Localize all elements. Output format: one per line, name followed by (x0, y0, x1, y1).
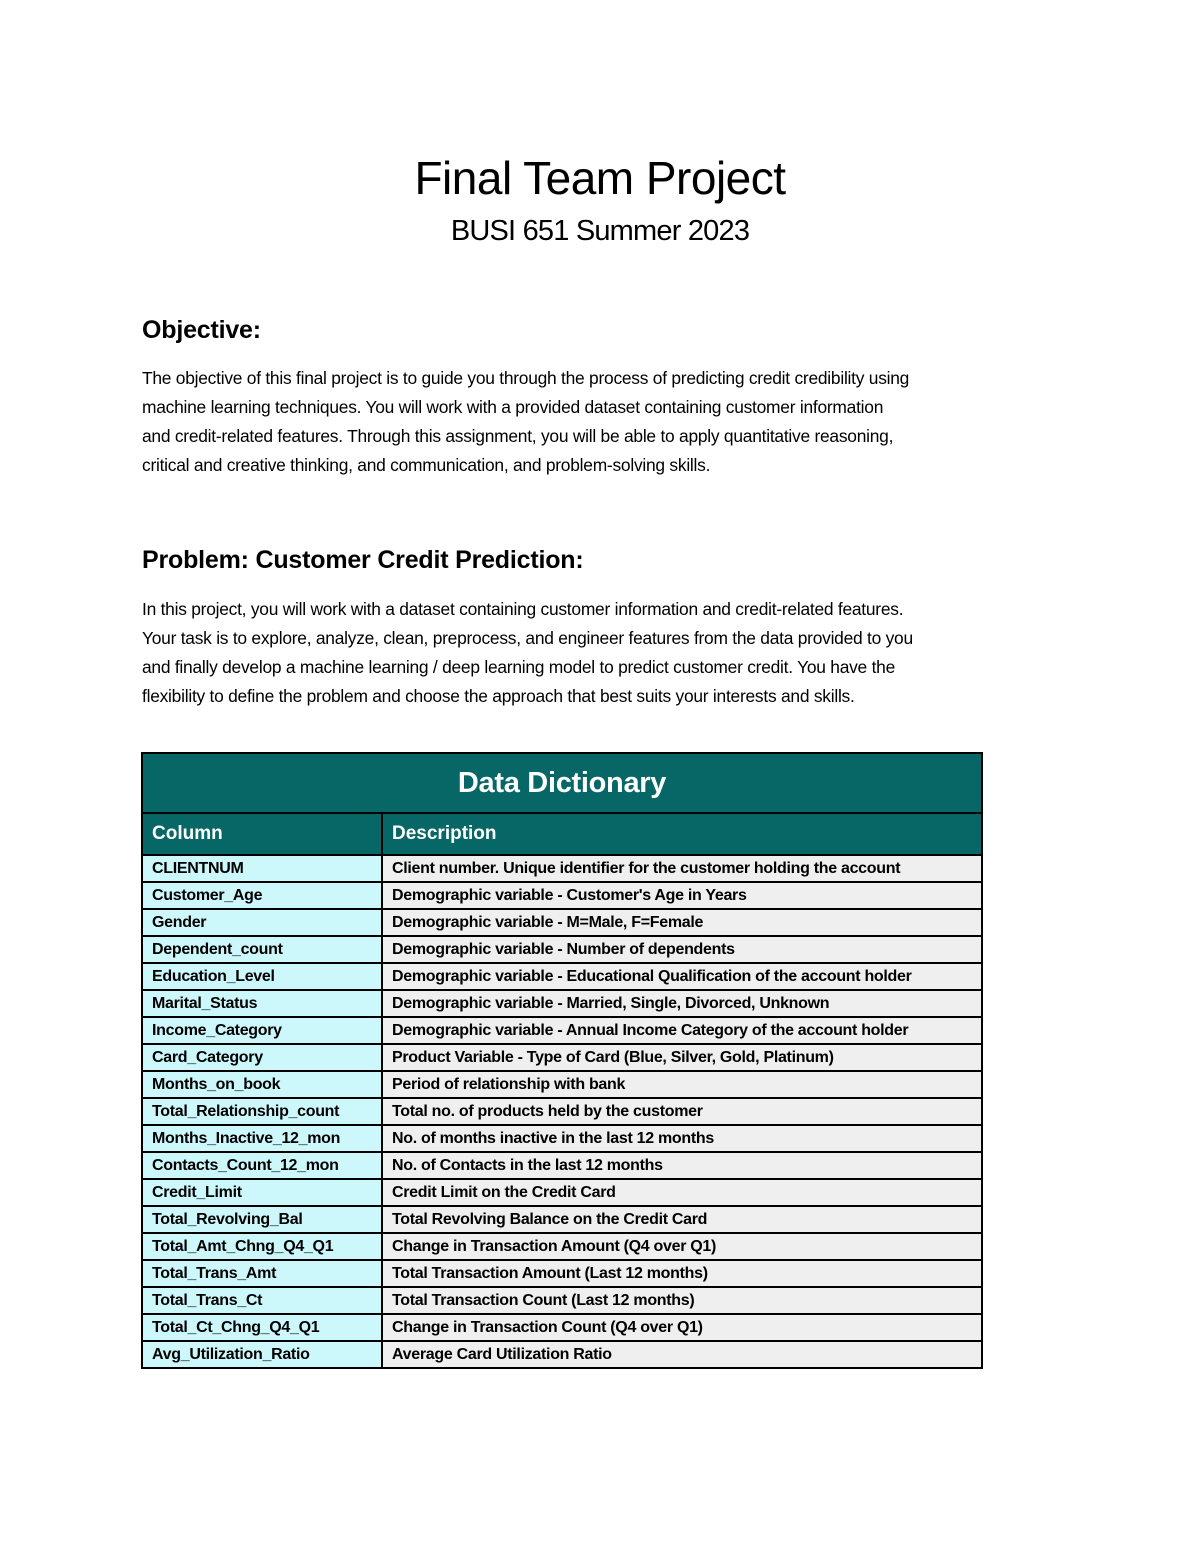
paragraph-line: machine learning techniques. You will work with a provided dataset containing customer information (142, 397, 884, 417)
table-row (142, 1260, 982, 1287)
column-name-cell: Months_Inactive_12_mon (142, 1125, 382, 1152)
problem-heading: Problem: Customer Credit Prediction: (142, 546, 584, 574)
document-title: Final Team Project (414, 152, 786, 204)
description-cell: Period of relationship with bank (382, 1071, 982, 1098)
table-row (142, 1152, 982, 1179)
description-cell: Credit Limit on the Credit Card (382, 1179, 982, 1206)
column-name-cell: Total_Relationship_count (142, 1098, 382, 1125)
description-cell: Demographic variable - Married, Single, Divorced, Unknown (382, 990, 982, 1017)
table-row (142, 963, 982, 990)
paragraph-line: In this project, you will work with a dataset containing customer information and credit-related features. (142, 599, 904, 619)
description-cell: Demographic variable - Customer's Age in Years (382, 882, 982, 909)
description-cell: Demographic variable - Number of dependents (382, 936, 982, 963)
objective-paragraph (142, 364, 1082, 480)
description-cell: Change in Transaction Amount (Q4 over Q1) (382, 1233, 982, 1260)
table-row (142, 1206, 982, 1233)
table-body (142, 855, 982, 1368)
table-row (142, 855, 982, 882)
table-row (142, 1233, 982, 1260)
description-cell: Change in Transaction Count (Q4 over Q1) (382, 1314, 982, 1341)
paragraph-line: critical and creative thinking, and communication, and problem-solving skills. (142, 455, 711, 475)
description-cell: No. of Contacts in the last 12 months (382, 1152, 982, 1179)
description-cell: Total Revolving Balance on the Credit Card (382, 1206, 982, 1233)
table-row (142, 1098, 982, 1125)
column-header-column: Column (142, 813, 382, 855)
table-row (142, 1287, 982, 1314)
table-row (142, 1314, 982, 1341)
column-name-cell: Customer_Age (142, 882, 382, 909)
column-name-cell: Credit_Limit (142, 1179, 382, 1206)
data-dictionary-table (141, 752, 983, 1369)
column-name-cell: Total_Amt_Chng_Q4_Q1 (142, 1233, 382, 1260)
table-row (142, 909, 982, 936)
column-name-cell: Marital_Status (142, 990, 382, 1017)
paragraph-line: Your task is to explore, analyze, clean, preprocess, and engineer features from the data provided to you (142, 628, 913, 648)
column-name-cell: Total_Revolving_Bal (142, 1206, 382, 1233)
description-cell: Demographic variable - Annual Income Category of the account holder (382, 1017, 982, 1044)
document-subtitle: BUSI 651 Summer 2023 (450, 215, 750, 247)
description-cell: Demographic variable - Educational Qualification of the account holder (382, 963, 982, 990)
description-cell: Product Variable - Type of Card (Blue, Silver, Gold, Platinum) (382, 1044, 982, 1071)
column-name-cell: Contacts_Count_12_mon (142, 1152, 382, 1179)
description-cell: Demographic variable - M=Male, F=Female (382, 909, 982, 936)
description-cell: Total no. of products held by the customer (382, 1098, 982, 1125)
column-name-cell: Education_Level (142, 963, 382, 990)
column-name-cell: Gender (142, 909, 382, 936)
description-cell: Total Transaction Amount (Last 12 months) (382, 1260, 982, 1287)
table-row (142, 1125, 982, 1152)
column-name-cell: Months_on_book (142, 1071, 382, 1098)
table-row (142, 882, 982, 909)
table-row (142, 1341, 982, 1368)
table-row (142, 1179, 982, 1206)
table-caption: Data Dictionary (142, 753, 982, 813)
description-cell: Total Transaction Count (Last 12 months) (382, 1287, 982, 1314)
column-name-cell: Income_Category (142, 1017, 382, 1044)
paragraph-line: and credit-related features. Through this assignment, you will be able to apply quantitative reasoning, (142, 426, 894, 446)
description-cell: No. of months inactive in the last 12 months (382, 1125, 982, 1152)
objective-heading: Objective: (142, 316, 261, 344)
table-row (142, 936, 982, 963)
table-row (142, 1017, 982, 1044)
column-name-cell: Total_Ct_Chng_Q4_Q1 (142, 1314, 382, 1341)
paragraph-line: flexibility to define the problem and choose the approach that best suits your interests and skills. (142, 686, 855, 706)
column-name-cell: Total_Trans_Amt (142, 1260, 382, 1287)
table-row (142, 1044, 982, 1071)
table-row (142, 990, 982, 1017)
description-cell: Client number. Unique identifier for the customer holding the account (382, 855, 982, 882)
paragraph-line: and finally develop a machine learning / deep learning model to predict customer credit. You have the (142, 657, 895, 677)
column-name-cell: CLIENTNUM (142, 855, 382, 882)
paragraph-line: The objective of this final project is to guide you through the process of predicting credit credibility using (142, 368, 910, 388)
column-name-cell: Total_Trans_Ct (142, 1287, 382, 1314)
column-name-cell: Card_Category (142, 1044, 382, 1071)
problem-paragraph (142, 595, 1082, 711)
column-name-cell: Dependent_count (142, 936, 382, 963)
column-header-description: Description (382, 813, 982, 855)
column-name-cell: Avg_Utilization_Ratio (142, 1341, 382, 1368)
description-cell: Average Card Utilization Ratio (382, 1341, 982, 1368)
table-row (142, 1071, 982, 1098)
